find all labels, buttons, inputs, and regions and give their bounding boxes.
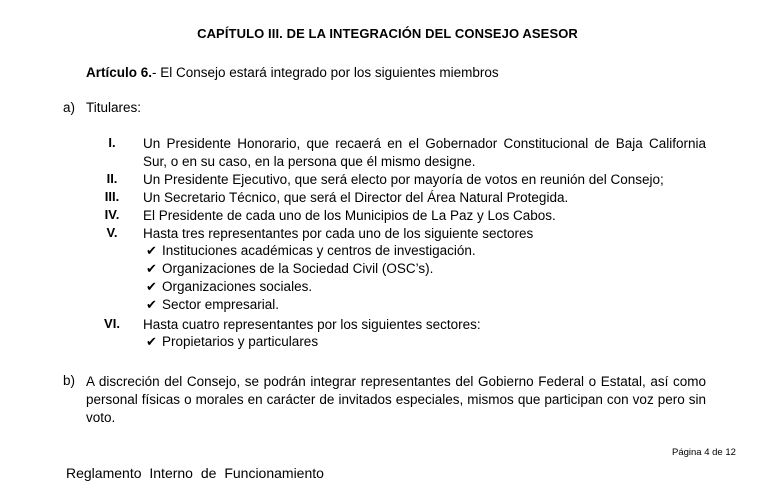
sub-list-item	[146, 243, 476, 259]
list-item-3: Un Secretario Técnico, que será el Director del Área Natural Protegida.	[143, 190, 569, 205]
roman-numeral-6: VI.	[104, 316, 120, 331]
chapter-heading: CAPÍTULO III. DE LA INTEGRACIÓN DEL CONSEJO ASESOR	[197, 26, 578, 41]
checkmark-icon: ✔	[146, 298, 157, 313]
sub-list-item	[146, 334, 318, 350]
checkmark-icon: ✔	[146, 335, 157, 350]
list-item-6: Hasta cuatro representantes por los siguientes sectores:	[143, 317, 481, 332]
sub-list-item-text: Organizaciones sociales.	[162, 279, 313, 294]
sub-list-item-text: Instituciones académicas y centros de investigación.	[162, 243, 476, 258]
checkmark-icon: ✔	[146, 244, 157, 259]
sub-list-item	[146, 261, 433, 277]
article-text: - El Consejo estará integrado por los siguientes miembros	[152, 65, 499, 80]
sub-list-item	[146, 297, 279, 313]
sub-list-item-text: Organizaciones de la Sociedad Civil (OSC’s).	[162, 261, 434, 276]
roman-numeral-5: V.	[106, 225, 118, 240]
sub-list-item	[146, 279, 312, 295]
roman-numeral-1: I.	[108, 135, 116, 150]
footer-title: Reglamento Interno de Funcionamiento	[66, 465, 324, 481]
list-item-4: El Presidente de cada uno de los Municipios de La Paz y Los Cabos.	[143, 208, 556, 223]
checkmark-icon: ✔	[146, 280, 157, 295]
section-b-letter: b)	[63, 373, 76, 388]
roman-numeral-2: II.	[106, 171, 118, 186]
sub-list-item-text: Propietarios y particulares	[162, 334, 319, 349]
article-label: Artículo 6.	[86, 65, 153, 80]
section-a-letter: a)	[63, 100, 76, 115]
roman-numeral-3: III.	[104, 189, 120, 204]
roman-numeral-4: IV.	[104, 207, 120, 222]
list-item-1: Un Presidente Honorario, que recaerá en el Gobernador Constitucional de Baja California Sur, o en su caso, en la persona que él mismo designe.	[143, 136, 706, 169]
article-heading	[86, 65, 499, 80]
section-b-paragraph: A discreción del Consejo, se podrán integrar representantes del Gobierno Federal o Estatal, así como personal físicas o morales en carácter de invitados especiales, mismos que participan con voz pero sin voto.	[86, 374, 706, 425]
list-item-2: Un Presidente Ejecutivo, que será electo por mayoría de votos en reunión del Consejo;	[143, 172, 664, 187]
page-number: Página 4 de 12	[672, 447, 736, 458]
section-a-title: Titulares:	[86, 100, 142, 115]
sub-list-item-text: Sector empresarial.	[162, 297, 280, 312]
checkmark-icon: ✔	[146, 262, 157, 277]
list-item-5: Hasta tres representantes por cada uno de los siguiente sectores	[143, 226, 534, 241]
